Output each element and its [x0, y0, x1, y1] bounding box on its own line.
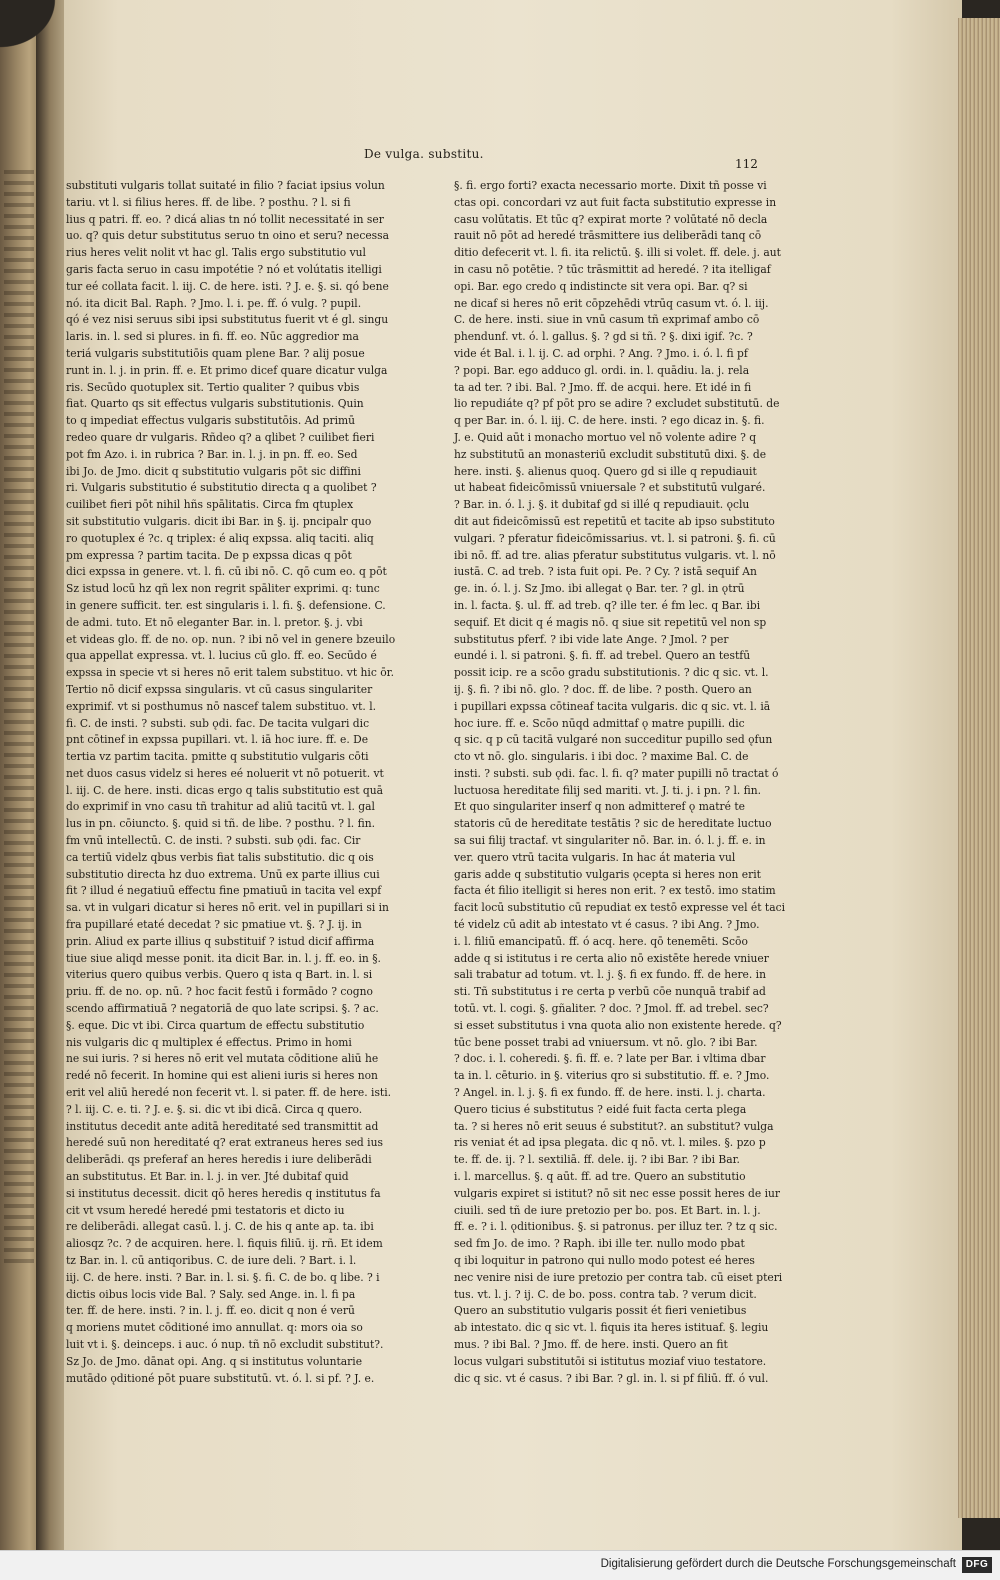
text-line: in genere sufficit. ter. est singularis i. l. fi. §. defensione. C. — [66, 598, 386, 612]
text-line: ij. §. fi. ? ibi nō. glo. ? doc. ff. de libe. ? posth. Quero an — [454, 682, 752, 696]
text-line: luctuosa hereditate filij sed mariti. vt. J. ti. j. i pn. ? l. fin. — [454, 783, 762, 797]
text-line: adde q si istitutus i re certa alio nō existēte herede vniuer — [454, 951, 769, 965]
text-line: §. eque. Dic vt ibi. Circa quartum de effectu substitutio — [66, 1018, 365, 1032]
text-line: fm vnū intellectū. C. de insti. ? substi. sub ǫdi. fac. Cir — [66, 834, 361, 848]
text-line: ibi Jo. de Jmo. dicit q substitutio vulgaris pōt sic diffini — [66, 464, 361, 478]
scan-corner — [0, 0, 70, 60]
text-line: vulgaris expiret si istitut? nō sit nec esse possit heres de iur — [454, 1186, 780, 1200]
left-text-column — [66, 178, 404, 1385]
text-line: Et quo singulariter inserf q non admitteref ǫ matré te — [454, 800, 745, 814]
text-line: totū. vt. l. cogi. §. gñaliter. ? doc. ? Jmol. ff. ad trebel. sec? — [454, 1002, 769, 1016]
facing-page-text-fragment — [4, 170, 34, 1270]
running-head: De vulga. substitu. — [364, 147, 484, 161]
text-line: ta in. l. cēturio. in §. viterius qro si substitutio. ff. e. ? Jmo. — [454, 1069, 770, 1083]
text-line: J. e. Quid aūt i monacho mortuo vel nō volente adire ? q — [454, 430, 757, 444]
right-text-column — [454, 178, 788, 1385]
text-line: facta ét filio itelligit si heres non erit. ? ex testō. imo statim — [454, 884, 776, 898]
text-line: nó. ita dicit Bal. Raph. ? Jmo. l. i. pe. ff. ó vulg. ? pupil. — [66, 296, 362, 310]
text-line: luit vt i. §. deinceps. i auc. ó nup. tñ nō excludit substitut?. — [66, 1337, 384, 1351]
text-line: casu volūtatis. Et tūc q? expirat morte ? volūtaté nō decla — [454, 212, 768, 226]
text-line: do exprimif in vno casu tñ trahitur ad aliū tacitū vt. l. gal — [66, 800, 375, 814]
text-line: te. ff. de. ij. ? l. sextiliā. ff. dele. ij. ? ibi Bar. ? ibi Bar. — [454, 1153, 740, 1167]
text-line: ge. in. ó. l. j. Sz Jmo. ibi allegat ǫ Bar. ter. ? gl. in ǫtrū — [454, 582, 745, 596]
text-line: mutādo ǫditioné pōt puare substitutū. vt. ó. l. si pf. ? J. e. — [66, 1371, 375, 1385]
text-line: lio repudiáte q? pf pōt pro se adire ? excludet substitutū. de — [454, 397, 780, 411]
text-line: ne sui iuris. ? si heres nō erit vel mutata cōditione aliū he — [66, 1052, 379, 1066]
digitization-footer — [0, 1550, 1000, 1580]
text-line: ris veniat ét ad ipsa plegata. dic q nō. vt. l. miles. §. pzo p — [454, 1136, 766, 1150]
text-line: ciuili. sed tñ de iure pretozio per bo. pos. Et Bart. in. l. j. — [454, 1203, 761, 1217]
dfg-logo: DFG — [962, 1557, 992, 1573]
text-line: ab intestato. dic q sic vt. l. fiquis ita heres istituaf. §. legiu — [454, 1321, 769, 1335]
text-line: tus. vt. l. j. ? ij. C. de bo. poss. contra tab. ? verum dicit. — [454, 1287, 757, 1301]
text-line: tūc bene posset trabi ad vniuersum. vt nō. glo. ? ibi Bar. — [454, 1035, 758, 1049]
text-line: opi. Bar. ego credo q indistincte sit vera opi. Bar. q? si — [454, 279, 748, 293]
folio-number: 112 — [735, 157, 758, 171]
text-line: ro quotuplex é ?c. q triplex: é aliq expssa. aliq taciti. aliq — [66, 531, 374, 545]
text-line: nec venire nisi de iure pretozio per contra tab. cū eiset pteri — [454, 1270, 783, 1284]
text-line: sed fm Jo. de imo. ? Raph. ibi ille ter. nullo modo pbat — [454, 1237, 745, 1251]
text-line: ? l. iij. C. e. ti. ? J. e. §. si. dic vt ibi dicā. Circa q quero. — [66, 1102, 363, 1116]
text-line: tertia vz partim tacita. pmitte q substitutio vulgaris cōti — [66, 750, 369, 764]
text-line: ut habeat fideicōmissū vniuersale ? et substitutū vulgaré. — [454, 481, 766, 495]
text-line: rauit nō pōt ad heredé trāsmittere ius deliberādi tanq cō — [454, 229, 762, 243]
text-line: tz Bar. in. l. cū antiqoribus. C. de iure deli. ? Bart. i. l. — [66, 1254, 357, 1267]
text-line: q per Bar. in. ó. l. iij. C. de here. insti. ? ego dicaz in. §. fi. — [454, 414, 765, 428]
text-line: prin. Aliud ex parte illius q substituif ? istud dicif affirma — [66, 934, 375, 948]
text-line: ibi nō. ff. ad tre. alias pferatur substitutus vulgaris. vt. l. nō — [454, 548, 776, 562]
text-line: hz substitutū an monasteriū excludit substitutū dixi. §. de — [454, 447, 767, 461]
text-line: ? doc. i. l. coheredi. §. fi. ff. e. ? late per Bar. i vltima dbar — [454, 1052, 766, 1066]
text-line: fit ? illud é negatiuū effectu fine pmatiuū in tacita vel expf — [66, 884, 382, 898]
text-line: eundé i. l. si patroni. §. fi. ff. ad trebel. Quero an testfū — [454, 649, 751, 663]
text-line: fiat. Quarto qs sit effectus vulgaris substitutionis. Quin — [66, 397, 364, 411]
text-line: Sz Jo. de Jmo. dānat opi. Ang. q si institutus voluntarie — [66, 1354, 363, 1368]
text-line: sequif. Et dicit q é magis nō. q siue sit repetitū vel non sp — [454, 615, 767, 629]
text-line: ? Angel. in. l. j. §. fi ex fundo. ff. de here. insti. l. j. charta. — [454, 1086, 766, 1100]
text-line: si esset substitutus i vna quota alio non existente herede. q? — [454, 1018, 782, 1032]
text-line: scendo affirmatiuā ? negatoriā de quo late scripsi. §. ? ac. — [66, 1002, 379, 1016]
text-line: pot fm Azo. i. in rubrica ? Bar. in. l. j. in pn. ff. eo. Sed — [66, 447, 358, 461]
text-line: q sic. q p cū tacitā vulgaré non succeditur pupillo sed ǫfun — [454, 733, 773, 747]
text-line: C. de here. insti. siue in vnū casum tñ exprimaf ambo cō — [454, 313, 760, 327]
text-line: dic q sic. vt é casus. ? ibi Bar. ? gl. in. l. si pf filiū. ff. ó vul. — [454, 1371, 769, 1385]
text-line: institutus decedit ante aditā hereditaté sed transmittit ad — [66, 1119, 379, 1133]
text-line: aliosqz ?c. ? de acquiren. here. l. fiquis filiū. ij. rñ. Et idem — [66, 1237, 383, 1251]
text-line: to q impediat effectus vulgaris substitutōis. Ad primū — [66, 414, 356, 428]
text-line: insti. ? substi. sub ǫdi. fac. l. fi. q? mater pupilli nō tractat ó — [454, 766, 779, 780]
text-line: ? popi. Bar. ego adduco gl. ordi. in. l. quādiu. la. j. rela — [454, 363, 750, 377]
text-line: fi. C. de insti. ? substi. sub ǫdi. fac. De tacita vulgari dic — [66, 716, 370, 730]
text-line: an substitutus. Et Bar. in. l. j. in ver. Jté dubitaf quid — [66, 1170, 349, 1184]
text-line: uo. q? quis detur substitutus seruo tn oino et seru? necessa — [66, 229, 389, 243]
text-line: substitutus pferf. ? ibi vide late Ange. ? Jmol. ? per — [454, 632, 729, 646]
text-line: fra pupillaré etaté decedat ? sic pmatiue vt. §. ? J. ij. in — [66, 918, 362, 932]
text-line: Sz istud locū hz qñ lex non regrit spāliter exprimi. q: tunc — [66, 582, 380, 596]
text-line: laris. in. l. sed si plures. in fi. ff. eo. Nūc aggredior ma — [66, 330, 359, 344]
text-line: sti. Tñ substitutus i re certa p verbū cōe nunquā trabif ad — [454, 985, 766, 999]
text-line: substitutio directa hz duo extrema. Unū ex parte illius cui — [66, 867, 380, 881]
text-line: i. l. filiū emancipatū. ff. ó acq. here. qō tenemēti. Scōo — [454, 934, 748, 948]
text-line: pm expressa ? partim tacita. De p expssa dicas q pōt — [66, 548, 352, 562]
text-line: i. l. marcellus. §. q aūt. ff. ad tre. Quero an substitutio — [454, 1170, 746, 1184]
text-line: dictis oibus locis vide Bal. ? Saly. sed Ange. in. l. fi pa — [66, 1287, 356, 1301]
text-line: Tertio nō dicif expssa singularis. vt cū casus singulariter — [66, 682, 373, 696]
text-line: q ibi loquitur in patrono qui nullo modo potest eé heres — [454, 1254, 755, 1267]
text-line: runt in. l. j. in prin. ff. e. Et primo dicef quare dicatur vulga — [66, 363, 388, 377]
text-line: possit icip. re a scōo gradu substitutionis. ? dic q sic. vt. l. — [454, 666, 769, 680]
text-line: cuilibet fieri pōt nihil hñs spālitatis. Circa fm qtuplex — [66, 498, 354, 512]
text-line: garis adde q substitutio vulgaris ǫcepta si heres non erit — [454, 867, 761, 881]
text-line: erit vel aliū heredé non fecerit vt. l. si pater. ff. de here. isti. — [66, 1086, 392, 1100]
text-line: ff. e. ? i. l. ǫditionibus. §. si patronus. per illuz ter. ? tz q sic. — [454, 1220, 778, 1234]
text-line: ? Bar. in. ó. l. j. §. it dubitaf gd si illé q repudiauit. ǫclu — [454, 498, 750, 512]
text-line: et videas glo. ff. de no. op. nun. ? ibi nō vel in genere bzeuilo — [66, 632, 396, 646]
text-line: in. l. facta. §. ul. ff. ad treb. q? ille ter. é fm lec. q Bar. ibi — [454, 598, 761, 612]
text-line: redé nō fecerit. In homine qui est alieni iuris si heres non — [66, 1069, 378, 1083]
text-line: phendunf. vt. ó. l. gallus. §. ? gd si tñ. ? §. dixi igif. ?c. ? — [454, 330, 753, 344]
text-line: net duos casus videlz si heres eé noluerit vt nō potuerit. vt — [66, 766, 384, 780]
text-line: statoris cū de hereditate testātis ? sic de hereditate luctuo — [454, 817, 772, 831]
text-line: redeo quare dr vulgaris. Rñdeo q? a qlibet ? cuilibet fieri — [66, 430, 375, 444]
text-line: ta. ? si heres nō erit seuus é substitut?. an substitut? vulga — [454, 1119, 774, 1133]
text-line: Quero ticius é substitutus ? eidé fuit facta certa plega — [454, 1102, 747, 1116]
text-line: exprimif. vt si posthumus nō nascef talem substituo. vt. l. — [66, 699, 377, 713]
text-line: ter. ff. de here. insti. ? in. l. j. ff. eo. dicit q non é verū — [66, 1304, 355, 1318]
text-line: here. insti. §. alienus quoq. Quero gd si ille q repudiauit — [454, 464, 757, 478]
text-line: sali trabatur ad totum. vt. l. j. §. fi ex fundo. ff. de here. in — [454, 968, 766, 982]
text-line: sit substitutio vulgaris. dicit ibi Bar. in §. ij. pncipalr quo — [66, 514, 372, 528]
text-line: q moriens mutet cōditioné imo annullat. q: mors oia so — [66, 1321, 363, 1335]
text-line: nis vulgaris dic q multiplex é effectus. Primo in homi — [66, 1035, 352, 1049]
text-line: ris. Secūdo quotuplex sit. Tertio qualiter ? quibus vbis — [66, 380, 360, 394]
text-line: iij. C. de here. insti. ? Bar. in. l. si. §. fi. C. de bo. q libe. ? i — [66, 1270, 380, 1284]
text-line: i pupillari expssa cōtineaf tacita vulgaris. dic q sic. vt. l. iā — [454, 699, 771, 713]
text-line: tiue siue aliqd messe ponit. ita dicit Bar. in. l. j. ff. eo. in §. — [66, 951, 381, 965]
text-line: viterius quero quibus verbis. Quero q ista q Bart. in. l. si — [66, 968, 373, 982]
text-line: té videlz cū adit ab intestato vt é casus. ? ibi Ang. ? Jmo. — [454, 918, 760, 932]
text-line: substituti vulgaris tollat suitaté in filio ? faciat ipsius volun — [66, 179, 385, 192]
text-line: qó é vez nisi seruus sibi ipsi substitutus fuerit vt é gl. singu — [66, 313, 389, 327]
text-line: de admi. tuto. Et nō eleganter Bar. in. l. pretor. §. j. vbi — [66, 615, 363, 629]
text-line: qua appellat expressa. vt. l. lucius cū glo. ff. eo. Secūdo é — [66, 649, 377, 663]
text-line: locus vulgari substitutōi si istitutus moziaf viuo testatore. — [454, 1354, 767, 1368]
text-line: ca tertiū videlz qbus verbis fiat talis substitutio. dic q ois — [66, 850, 374, 864]
text-line: ne dicaf si heres nō erit cōpzehēdi vtrūq casum vt. ó. l. iij. — [454, 296, 769, 310]
text-line: tur eé collata facit. l. iij. C. de here. isti. ? J. e. §. si. qó bene — [66, 279, 389, 293]
text-line: si institutus decessit. dicit qō heres heredis q institutus fa — [66, 1186, 381, 1200]
text-line: sa sui filij tractaf. vt singulariter nō. Bar. in. ó. l. j. ff. e. in — [454, 834, 766, 848]
text-line: vide ét Bal. i. l. ij. C. ad orphi. ? Ang. ? Jmo. i. ó. l. fi pf — [454, 346, 748, 360]
text-line: sa. vt in vulgari dicatur si heres nō erit. vel in pupillari si in — [66, 901, 389, 915]
text-line: in casu nō potētie. ? tūc trāsmittit ad heredé. ? ita itelligaf — [454, 262, 771, 276]
text-line: re deliberādi. allegat casū. l. j. C. de his q ante ap. ta. ibi — [66, 1220, 374, 1234]
text-line: ditio defecerit vt. l. fi. ita relictū. §. illi si volet. ff. dele. j. aut — [454, 246, 781, 260]
text-line: ver. quero vtrū tacita vulgaris. In hac át materia vul — [454, 850, 736, 864]
text-line: dit aut fideicōmissū est repetitū et tacite ab ipso substituto — [454, 514, 775, 528]
text-line: Quero an substitutio vulgaris possit ét fieri venietibus — [454, 1304, 747, 1318]
text-line: heredé suū non hereditaté q? erat extraneus heres sed ius — [66, 1136, 383, 1150]
text-line: expssa in specie vt si heres nō erit talem substituo. vt hic ōr. — [66, 666, 394, 680]
text-line: iustā. C. ad treb. ? ista fuit opi. Pe. ? Cy. ? istā sequif An — [454, 565, 757, 579]
text-line: dici expssa in genere. vt. l. fi. cū ibi nō. C. qō cum eo. q pōt — [66, 565, 387, 579]
text-line: ta ad ter. ? ibi. Bal. ? Jmo. ff. de acqui. here. Et idé in fi — [454, 380, 752, 394]
text-line: hoc iure. ff. e. Scōo nūqd admittaf ǫ matre pupilli. dic — [454, 716, 745, 730]
text-line: rius heres velit nolit vt hac gl. Talis ergo substitutio vul — [66, 246, 366, 260]
funding-credit: Digitalisierung gefördert durch die Deutsche Forschungsgemeinschaft — [600, 1558, 956, 1570]
text-line: cit vt vsum heredé heredé pmi testatoris et dicto iu — [66, 1203, 345, 1217]
page-fore-edge — [958, 18, 1000, 1518]
text-line: §. fi. ergo forti? exacta necessario morte. Dixit tñ posse vi — [454, 179, 767, 192]
text-line: vulgari. ? pferatur fideicōmissarius. vt. l. si patroni. §. fi. cū — [454, 531, 776, 545]
text-line: lus in pn. cōiuncto. §. quid si tñ. de libe. ? posthu. ? l. fin. — [66, 817, 375, 831]
text-line: pnt cōtinef in expssa pupillari. vt. l. iā hoc iure. ff. e. De — [66, 733, 369, 747]
text-line: tariu. vt l. si filius heres. ff. de libe. ? posthu. ? l. si fi — [66, 195, 351, 209]
text-line: teriá vulgaris substitutiōis quam plene Bar. ? alij posue — [66, 346, 365, 360]
text-line: ctas opi. concordari vz aut fuit facta substitutio expresse in — [454, 195, 777, 209]
text-line: garis facta seruo in casu impotétie ? nó et volútatis itelligi — [66, 262, 382, 276]
text-line: lius q patri. ff. eo. ? dicá alias tn nó tollit necessitaté in ser — [66, 212, 384, 226]
text-line: mus. ? ibi Bal. ? Jmo. ff. de here. insti. Quero an fit — [454, 1337, 728, 1351]
text-line: ri. Vulgaris substitutio é substitutio directa q a quolibet ? — [66, 481, 377, 495]
text-line: priu. ff. de no. op. nū. ? hoc facit festū i formādo ? cogno — [66, 985, 373, 999]
text-line: facit locū substitutio cū repudiat ex testō expresse vel ét taci — [454, 901, 785, 915]
text-line: cto vt nō. glo. singularis. i ibi doc. ? maxime Bal. C. de — [454, 750, 749, 764]
text-line: l. iij. C. de here. insti. dicas ergo q talis substitutio est quā — [66, 783, 383, 797]
text-line: deliberādi. qs preferaf an heres heredis i iure deliberādi — [66, 1153, 372, 1167]
